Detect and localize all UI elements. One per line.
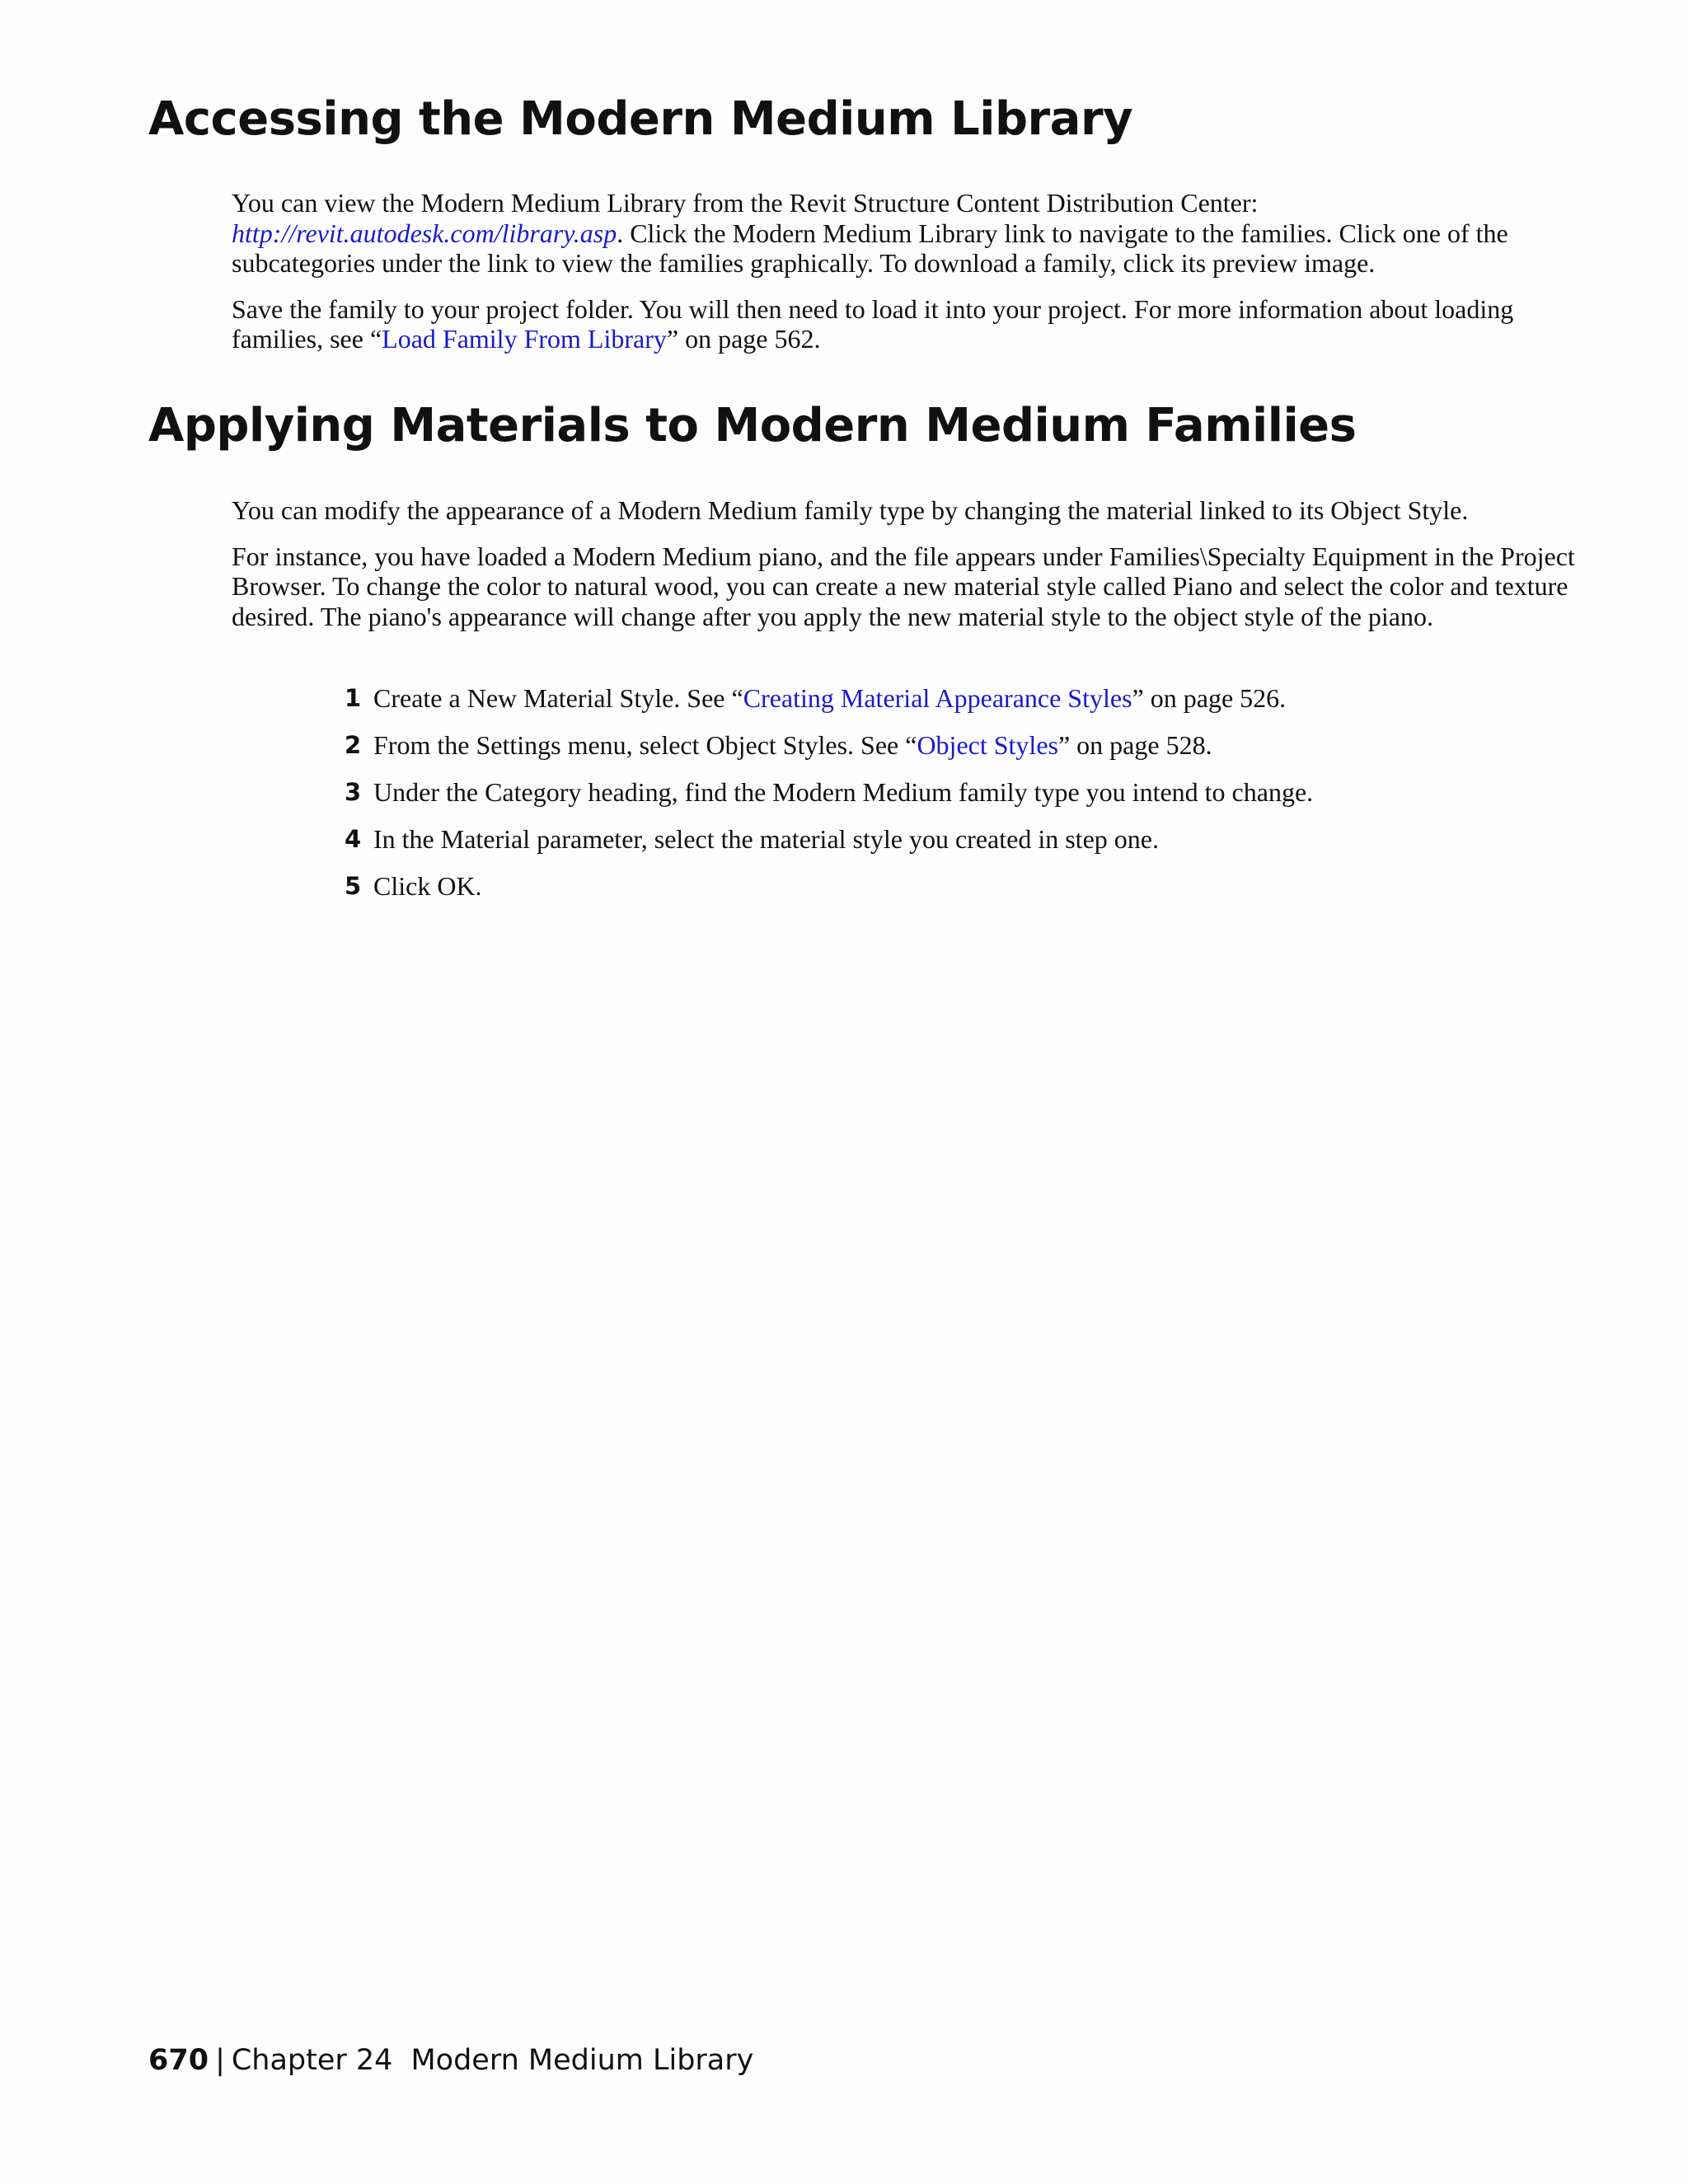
step-number: 1	[345, 684, 362, 712]
step-text-part: ” on page 528.	[1057, 730, 1212, 760]
step-text: Click OK.	[373, 871, 482, 901]
paragraph-text: ” on page 562.	[666, 324, 821, 354]
paragraph	[232, 188, 1600, 279]
section-heading-applying: Applying Materials to Modern Medium Families	[148, 399, 1357, 452]
list-item	[345, 683, 1581, 713]
page-footer	[148, 2044, 753, 2077]
paragraph: You can modify the appearance of a Modern Medium family type by changing the material linked to its Object Style.	[232, 495, 1469, 525]
load-family-link[interactable]: Load Family From Library	[382, 324, 667, 354]
list-item	[345, 824, 1581, 854]
library-url-link[interactable]: http://revit.autodesk.com/library.asp	[232, 218, 617, 248]
step-text-part: ” on page 526.	[1132, 683, 1287, 713]
step-text: In the Material parameter, select the material style you created in step one.	[373, 824, 1159, 854]
step-text	[373, 683, 1286, 713]
footer-separator: |	[215, 2044, 225, 2077]
step-text-part: Create a New Material Style. See “	[373, 683, 743, 713]
step-number: 5	[345, 872, 362, 900]
section-body-accessing	[232, 188, 1600, 354]
step-number: 3	[345, 778, 362, 806]
footer-chapter: Chapter 24	[231, 2044, 393, 2077]
step-text: Under the Category heading, find the Modern Medium family type you intend to change.	[373, 777, 1314, 807]
list-item	[345, 730, 1581, 760]
step-number: 4	[345, 825, 362, 853]
step-number: 2	[345, 731, 362, 759]
list-item	[345, 777, 1581, 807]
step-text-part: From the Settings menu, select Object Styles. See “	[373, 730, 917, 760]
paragraph-text: . Click the Modern Medium Library link to navigate to the families. Click one of the subcategories under the link to view the families graphically. To download a family, click its preview image.	[232, 218, 1508, 278]
steps-list	[345, 683, 1581, 918]
paragraph-text: You can view the Modern Medium Library from the Revit Structure Content Distribution Center:	[232, 188, 1259, 218]
paragraph-text: Save the family to your project folder. You will then need to load it into your project. For more information about loading families, see “	[232, 293, 1514, 354]
page-number: 670	[148, 2044, 209, 2077]
object-styles-link[interactable]: Object Styles	[917, 730, 1058, 760]
section-body-applying	[232, 495, 1600, 631]
section-heading-accessing: Accessing the Modern Medium Library	[148, 92, 1133, 146]
creating-material-styles-link[interactable]: Creating Material Appearance Styles	[743, 683, 1132, 713]
paragraph: For instance, you have loaded a Modern Medium piano, and the file appears under Families\Specialty Equipment in the Project Browser. To change the color to natural wood, you can create a new material style called Piano and select the color and texture desired. The piano's appearance will change after you apply the new material style to the object style of the piano.	[232, 541, 1575, 631]
list-item	[345, 871, 1581, 901]
paragraph	[232, 294, 1600, 354]
footer-title: Modern Medium Library	[410, 2044, 754, 2077]
step-text	[373, 730, 1212, 760]
